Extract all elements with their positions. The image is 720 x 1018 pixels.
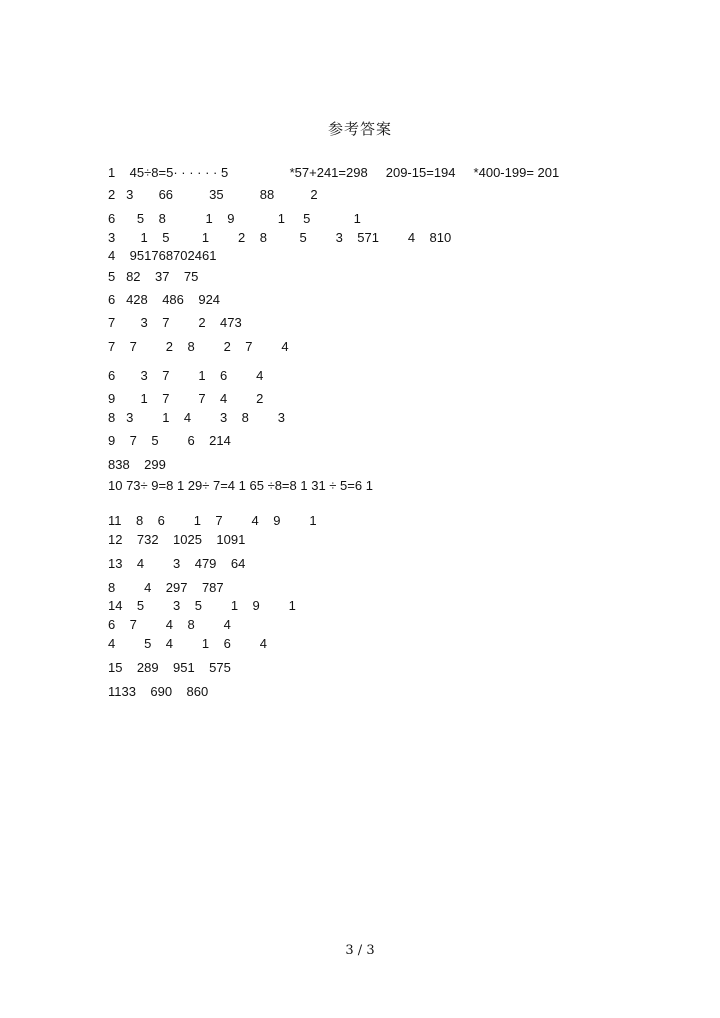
answer-line-24: 1133 690 860 bbox=[108, 684, 209, 699]
answer-line-21: 6 7 4 8 4 bbox=[108, 617, 231, 632]
answer-line-2: 2 3 66 35 88 2 bbox=[108, 187, 318, 202]
answer-line-5: 4 951768702461 bbox=[108, 248, 217, 263]
answer-line-20: 14 5 3 5 1 9 1 bbox=[108, 598, 296, 613]
answer-line-18: 13 4 3 479 64 bbox=[108, 556, 246, 571]
answer-line-22: 4 5 4 1 6 4 bbox=[108, 636, 267, 651]
answer-line-6: 5 82 37 75 bbox=[108, 269, 199, 284]
answer-line-11: 9 1 7 7 4 2 bbox=[108, 391, 264, 406]
answer-line-14: 838 299 bbox=[108, 457, 166, 472]
page-number: 3 / 3 bbox=[345, 943, 375, 958]
answer-line-13: 9 7 5 6 214 bbox=[108, 433, 231, 448]
answer-line-17: 12 732 1025 1091 bbox=[108, 532, 246, 547]
answer-line-1: 1 45÷8=5· · · · · · 5 *57+241=298 209-15=194 *400-199= 201 bbox=[108, 165, 560, 180]
answer-line-16: 11 8 6 1 7 4 9 1 bbox=[108, 513, 317, 528]
answer-line-7: 6 428 486 924 bbox=[108, 292, 221, 307]
answer-line-12: 8 3 1 4 3 8 3 bbox=[108, 410, 286, 425]
answer-line-4: 3 1 5 1 2 8 5 3 571 4 810 bbox=[108, 230, 452, 245]
answer-list bbox=[108, 0, 688, 760]
answer-line-23: 15 289 951 575 bbox=[108, 660, 231, 675]
answer-line-3: 6 5 8 1 9 1 5 1 bbox=[108, 211, 361, 226]
answer-line-19: 8 4 297 787 bbox=[108, 580, 224, 595]
answer-line-8: 7 3 7 2 473 bbox=[108, 315, 242, 330]
page-title: 参考答案 bbox=[327, 120, 392, 138]
answer-line-10: 6 3 7 1 6 4 bbox=[108, 368, 264, 383]
answer-line-15: 10 73÷ 9=8 1 29÷ 7=4 1 65 ÷8=8 1 31 ÷ 5=6 1 bbox=[108, 478, 373, 493]
answer-line-9: 7 7 2 8 2 7 4 bbox=[108, 339, 289, 354]
